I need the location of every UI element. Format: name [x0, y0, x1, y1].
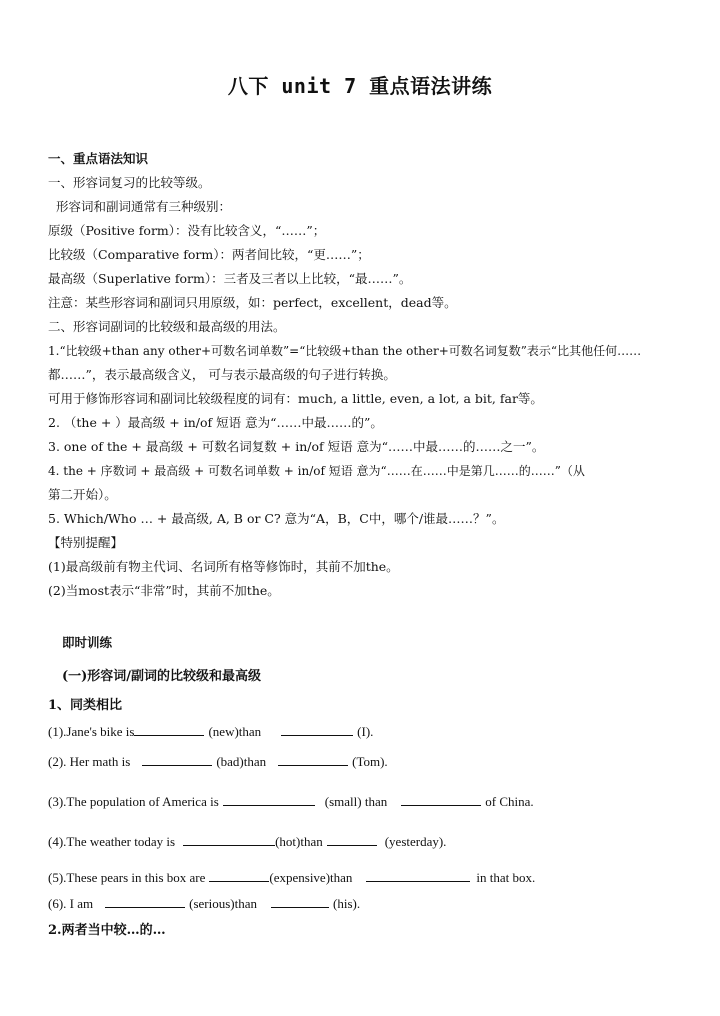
exercise-text: (his). [333, 896, 361, 911]
exercise-text: in that box. [476, 870, 536, 885]
exercise-text: (bad)than [216, 754, 267, 769]
answer-blank[interactable] [223, 793, 315, 806]
answer-blank[interactable] [271, 895, 329, 908]
text-line: 1.“比较级+than any other+可数名词单数”=“比较级+than the other+可数名词复数”表示“比其他任何…… [48, 344, 642, 358]
text-line: 2. （the + ）最高级 + in/of 短语 意为“……中最……的”。 [48, 415, 383, 430]
exercise-text: (3).The population of America is [48, 794, 219, 809]
section-heading: 一、重点语法知识 [48, 151, 149, 166]
part-heading: 1、同类相比 [48, 698, 123, 713]
part-heading: 2.两者当中较…的… [48, 923, 166, 938]
exercise-text: (small) than [324, 794, 388, 809]
exercise-item [48, 793, 678, 811]
exercise-text: (serious)than [189, 896, 257, 911]
text-line: 二、形容词副词的比较级和最高级的用法。 [48, 319, 286, 334]
exercise-text: (new)than [208, 724, 262, 739]
exercise-text: (6). I am [48, 896, 94, 911]
text-line: (1)最高级前有物主代词、名词所有格等修饰时，其前不加the。 [48, 559, 399, 574]
exercise-text: (5).These pears in this box are [48, 870, 206, 885]
exercise-text: (yesterday). [384, 834, 447, 849]
text-line: 一、形容词复习的比较等级。 [48, 175, 211, 190]
text-line: (2)当most表示“非常”时，其前不加the。 [48, 583, 280, 598]
text-line: 比较级（Comparative form）：两者间比较，“更……”； [48, 247, 370, 262]
text-line: 可用于修饰形容词和副词比较级程度的词有：much, a little, even, a lot, a bit, far等。 [48, 391, 543, 406]
exercise-text: (1).Jane's bike is [48, 724, 135, 739]
exercise-text: (expensive)than [269, 870, 353, 885]
exercise-text: (4).The weather today is [48, 834, 176, 849]
exercise-text: of China. [485, 794, 534, 809]
exercise-text: (Tom). [352, 754, 388, 769]
text-line: 4. the + 序数词 + 最高级 + 可数名词单数 + in/of 短语 意为“……在……中是第几……的……”（从 [48, 464, 585, 478]
answer-blank[interactable] [142, 753, 212, 766]
answer-blank[interactable] [401, 793, 481, 806]
answer-blank[interactable] [281, 723, 353, 736]
exercise-text: (2). Her math is [48, 754, 131, 769]
exercise-item [48, 723, 678, 741]
answer-blank[interactable] [183, 833, 275, 846]
exercise-item [48, 895, 678, 913]
sub-heading: (一)形容词/副词的比较级和最高级 [62, 669, 262, 684]
answer-blank[interactable] [366, 869, 470, 882]
text-line: 最高级（Superlative form）：三者及三者以上比较，“最……”。 [48, 271, 412, 286]
text-line: 都……”，表示最高级含义， 可与表示最高级的句子进行转换。 [48, 367, 396, 382]
text-line: 第二开始）。 [48, 487, 117, 502]
exercise-item [48, 833, 678, 851]
answer-blank[interactable] [105, 895, 185, 908]
exercise-text: (hot)than [275, 834, 323, 849]
answer-blank[interactable] [134, 723, 204, 736]
text-line: 5. Which/Who … + 最高级, A, B or C? 意为“A，B，C中，哪个/谁最……？”。 [48, 511, 505, 526]
reminder-heading: 【特别提醒】 [48, 535, 124, 550]
practice-heading: 即时训练 [62, 635, 113, 650]
page-title: 八下 unit 7 重点语法讲练 [227, 74, 493, 98]
exercise-item [48, 869, 678, 887]
answer-blank[interactable] [209, 869, 269, 882]
answer-blank[interactable] [278, 753, 348, 766]
text-line: 原级（Positive form）：没有比较含义，“……”； [48, 223, 326, 238]
exercise-item [48, 753, 678, 771]
text-line: 形容词和副词通常有三种级别： [56, 199, 232, 214]
answer-blank[interactable] [327, 833, 377, 846]
text-line: 3. one of the + 最高级 + 可数名词复数 + in/of 短语 意为“……中最……的……之一”。 [48, 439, 545, 454]
text-line: 注意：某些形容词和副词只用原级，如：perfect，excellent，dead等。 [48, 295, 457, 310]
exercise-text: (I). [357, 724, 374, 739]
